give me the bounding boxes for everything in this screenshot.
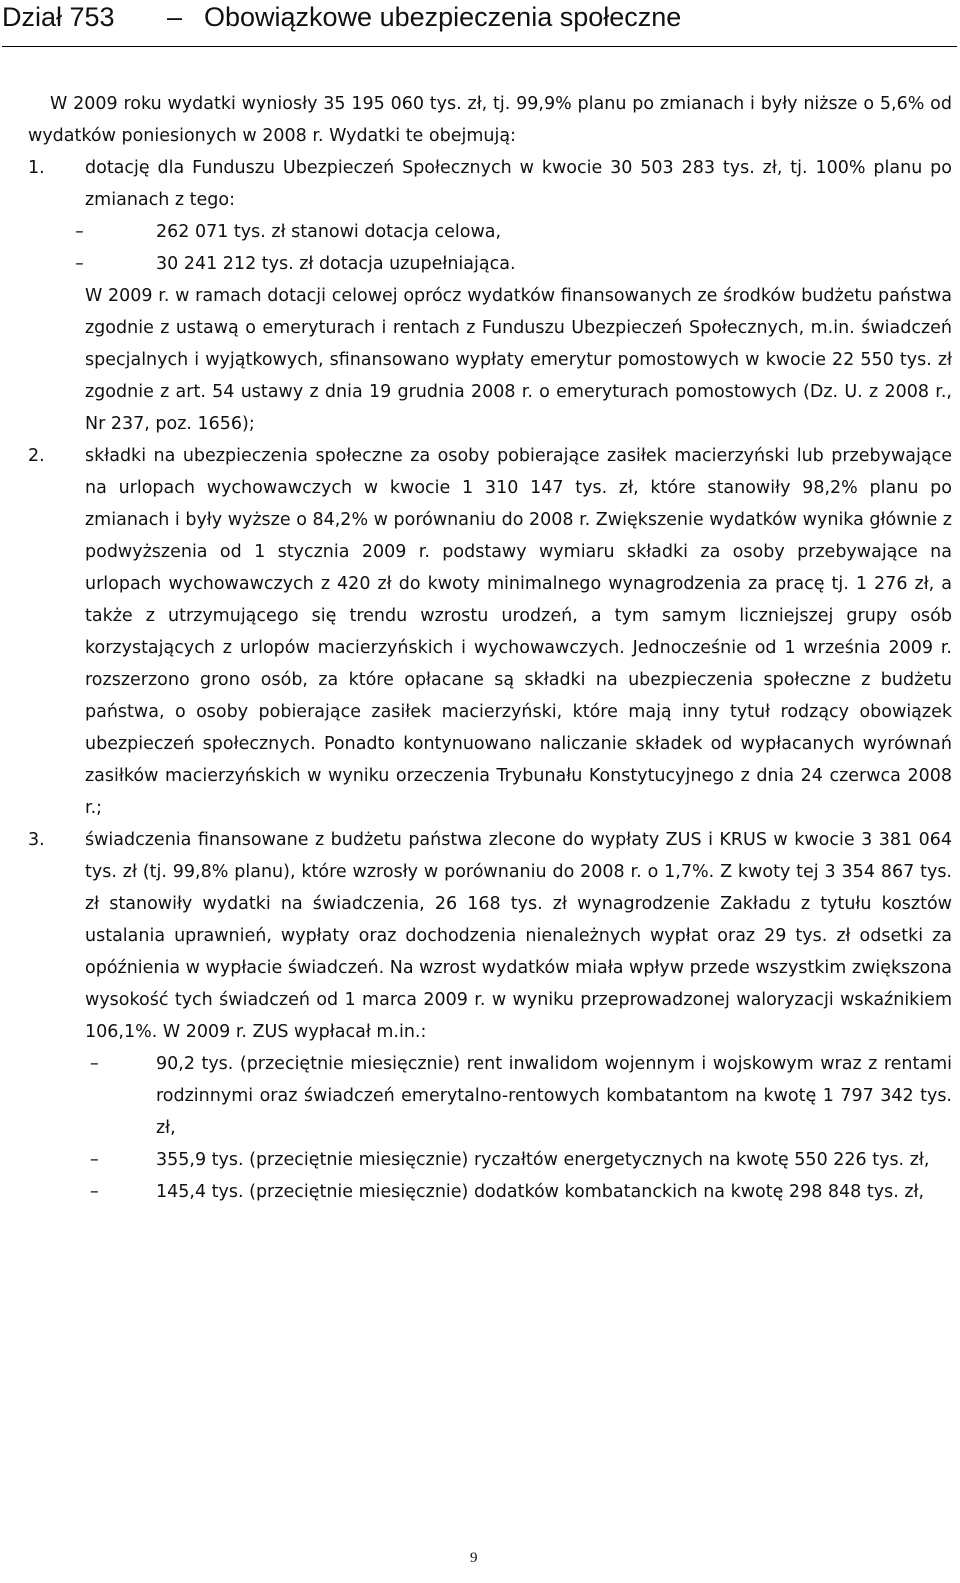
- section-heading: [2, 0, 957, 47]
- dash-bullet: –: [75, 254, 84, 274]
- sub-item: [75, 216, 952, 248]
- dash-bullet: –: [90, 1150, 99, 1170]
- item-continuation: W 2009 r. w ramach dotacji celowej oprócz wydatków finansowanych ze środków budżetu państwa zgodnie z ustawą o emeryturach i rentach z Funduszu Ubezpieczeń Społecznych, m.in. świadczeń specjalnych i wyjątkowych, sfinansowano wypłaty emerytur pomostowych w kwocie 22 550 tys. zł zgodnie z art. 54 ustawy z dnia 19 grudnia 2008 r. o emeryturach pomostowych (Dz. U. z 2008 r., Nr 237, poz. 1656);: [85, 286, 952, 434]
- sub-item-text: 262 071 tys. zł stanowi dotacja celowa,: [156, 222, 502, 242]
- item-text: składki na ubezpieczenia społeczne za osoby pobierające zasiłek macierzyński lub przebywające na urlopach wychowawczych w kwocie 1 310 147 tys. zł, które stanowiły 98,2% planu po zmianach i były wyższe o 84,2% w porównaniu do 2008 r. Zwiększenie wydatków wynika głównie z podwyższenia od 1 stycznia 2009 r. podstawy wymiaru składki za osoby przebywające na urlopach wychowawczych z 420 zł do kwoty minimalnego wynagrodzenia za pracę tj. 1 276 zł, a także z utrzymującego się trendu wzrostu urodzeń, a tym samym liczniejszej grupy osób korzystających z urlopów macierzyńskich i wychowawczych. Jednocześnie od 1 września 2009 r. rozszerzono grono osób, za które opłacane są składki na ubezpieczenia społeczne z budżetu państwa, o osoby pobierające zasiłek macierzyński, które mają inny tytuł rodzący obowiązek ubezpieczeń społecznych. Ponadto kontynuowano naliczanie składek od wypłacanych wyrównań zasiłków macierzyńskich w wyniku orzeczenia Trybunału Konstytucyjnego z dnia 24 czerwca 2008 r.;: [85, 446, 952, 818]
- dash-bullet: –: [90, 1054, 99, 1074]
- item-text: świadczenia finansowane z budżetu państwa zlecone do wypłaty ZUS i KRUS w kwocie 3 381 064 tys. zł (tj. 99,8% planu), które wzrosły w porównaniu do 2008 r. o 1,7%. Z kwoty tej 3 354 867 tys. zł stanowiły wydatki na świadczenia, 26 168 tys. zł wynagrodzenie Zakładu z tytułu kosztów ustalania uprawnień, wypłaty oraz dochodzenia nienależnych wypłat oraz 29 tys. zł odsetki za opóźnienia w wypłacie świadczeń. Na wzrost wydatków miała wpływ przede wszystkim zwiększona wysokość tych świadczeń od 1 marca 2009 r. w wyniku przeprowadzonej waloryzacji wskaźnikiem 106,1%. W 2009 r. ZUS wypłacał m.in.:: [85, 830, 952, 1042]
- sub-item-text: 30 241 212 tys. zł dotacja uzupełniająca.: [156, 254, 516, 274]
- sub-item: [75, 248, 952, 280]
- dash-bullet: –: [75, 222, 84, 242]
- document-body: [28, 88, 952, 1208]
- heading-title: Obowiązkowe ubezpieczenia społeczne: [204, 2, 682, 32]
- list-item-1: [28, 152, 952, 440]
- sub-item: [28, 1144, 952, 1176]
- list-item-3: [28, 824, 952, 1208]
- item-number: 1.: [28, 158, 45, 178]
- list-item-2: [28, 440, 952, 824]
- sub-item: [28, 1048, 952, 1144]
- item-number: 2.: [28, 446, 45, 466]
- sub-item-text: 355,9 tys. (przeciętnie miesięcznie) ryczałtów energetycznych na kwotę 550 226 tys. zł,: [156, 1150, 930, 1170]
- dash-bullet: –: [90, 1182, 99, 1202]
- heading-number: Dział 753: [2, 2, 115, 32]
- sub-item-text: 145,4 tys. (przeciętnie miesięcznie) dodatków kombatanckich na kwotę 298 848 tys. zł,: [156, 1182, 925, 1202]
- page-number: 9: [470, 1550, 478, 1566]
- item-number: 3.: [28, 830, 45, 850]
- heading-dash: –: [167, 2, 183, 32]
- sub-item-text: 90,2 tys. (przeciętnie miesięcznie) rent inwalidom wojennym i wojskowym wraz z rentami rodzinnymi oraz świadczeń emerytalno-rentowych kombatantom na kwotę 1 797 342 tys. zł,: [156, 1054, 952, 1138]
- item-text: dotację dla Funduszu Ubezpieczeń Społecznych w kwocie 30 503 283 tys. zł, tj. 100% planu po zmianach z tego:: [85, 158, 952, 210]
- sub-item: [28, 1176, 952, 1208]
- intro-paragraph: W 2009 roku wydatki wyniosły 35 195 060 tys. zł, tj. 99,9% planu po zmianach i były niższe o 5,6% od wydatków poniesionych w 2008 r. Wydatki te obejmują:: [28, 94, 952, 146]
